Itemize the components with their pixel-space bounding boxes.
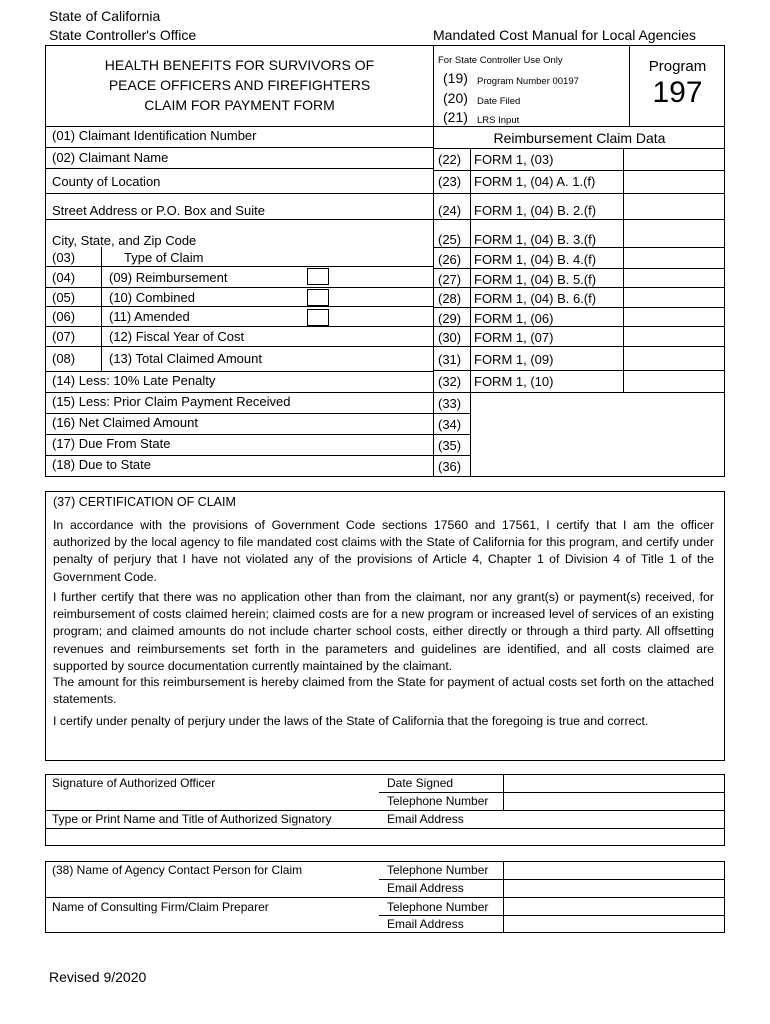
date-signed-label: Date Signed <box>387 776 454 790</box>
reimb-row-num: (29) <box>438 311 462 326</box>
claim-row-num: (05) <box>52 290 76 305</box>
claimant-id-label: (01) Claimant Identification Number <box>52 128 257 143</box>
reimb-row-num: (26) <box>438 252 462 267</box>
combined-label: (10) Combined <box>109 290 195 305</box>
reimbursement-label: (09) Reimbursement <box>109 270 228 285</box>
reimb-row-num: (35) <box>438 438 462 453</box>
claim-row-num: (07) <box>52 329 76 344</box>
claim-row-num: (04) <box>52 270 76 285</box>
combined-checkbox[interactable] <box>307 289 329 306</box>
contact-telephone-label: Telephone Number <box>387 863 489 877</box>
signatory-telephone-label: Telephone Number <box>387 794 489 808</box>
claim-row-num: (06) <box>52 309 76 324</box>
reimb-row-num: (32) <box>438 374 462 389</box>
sco-use-only-label: For State Controller Use Only <box>438 55 563 66</box>
county-label: County of Location <box>52 174 161 189</box>
reimb-row-num: (25) <box>438 232 462 247</box>
reimb-row-num: (31) <box>438 352 462 367</box>
reimb-row-num: (34) <box>438 417 462 432</box>
reimbursement-data-title: Reimbursement Claim Data <box>493 130 666 146</box>
agency-contact-label: (38) Name of Agency Contact Person for Claim <box>52 863 303 877</box>
program-number: 197 <box>652 76 703 109</box>
certification-paragraph-4: I certify under penalty of perjury under the laws of the State of California that the foregoing is true and correct. <box>53 714 649 728</box>
consultant-email-label: Email Address <box>387 917 464 931</box>
reimb-row-num: (33) <box>438 396 462 411</box>
reimb-row-label: FORM 1, (04) B. 6.(f) <box>474 291 597 306</box>
amended-checkbox[interactable] <box>307 309 329 326</box>
certification-title: (37) CERTIFICATION OF CLAIM <box>53 495 236 509</box>
consulting-firm-label: Name of Consulting Firm/Claim Preparer <box>52 900 269 914</box>
late-penalty-label: (14) Less: 10% Late Penalty <box>52 373 216 388</box>
state-name: State of California <box>49 8 161 24</box>
signatory-telephone-field[interactable] <box>507 794 721 808</box>
net-claimed-label: (16) Net Claimed Amount <box>52 415 198 430</box>
date-signed-field[interactable] <box>507 776 721 790</box>
reimb-row-num: (28) <box>438 291 462 306</box>
reimb-row-num: (24) <box>438 203 462 218</box>
program-label: Program <box>648 58 707 75</box>
reimb-row-num: (27) <box>438 272 462 287</box>
reimb-row-label: FORM 1, (06) <box>474 311 554 326</box>
consultant-telephone-label: Telephone Number <box>387 900 489 914</box>
revision-date: Revised 9/2020 <box>49 969 147 985</box>
prior-payment-label: (15) Less: Prior Claim Payment Received <box>52 394 291 409</box>
certification-paragraph-3: The amount for this reimbursement is hereby claimed from the State for payment of actual costs set forth on the attached statements. <box>53 675 714 707</box>
form-title-line-2: PEACE OFFICERS AND FIREFIGHTERS <box>108 77 371 93</box>
reimb-row-label: FORM 1, (03) <box>474 152 554 167</box>
type-of-claim-label: Type of Claim <box>124 250 204 265</box>
fiscal-year-label: (12) Fiscal Year of Cost <box>109 329 245 344</box>
reimb-row-label: FORM 1, (07) <box>474 330 554 345</box>
due-from-state-label: (17) Due From State <box>52 436 171 451</box>
reimb-row-num: (22) <box>438 152 462 167</box>
reimb-row-label: FORM 1, (10) <box>474 374 554 389</box>
sco-lrs-input: LRS Input <box>477 115 520 126</box>
signature-officer-label: Signature of Authorized Officer <box>52 776 216 790</box>
certification-paragraph-2: I further certify that there was no application other than from the claimant, nor any grant(s) or payment(s) received, for reimbursement of costs claimed herein; claimed costs are for a new program or increased level of services of an existing program; and claimed amounts do not include charter school costs, either directly or through a third party. All offsetting revenues and reimbursements set forth in the parameters and guidelines are identified, and all costs claimed are supported by source documentation currently maintained by the claimant. <box>53 590 714 673</box>
reimb-row-label: FORM 1, (04) B. 3.(f) <box>474 232 597 247</box>
total-claimed-label: (13) Total Claimed Amount <box>109 351 262 366</box>
claim-row-num: (08) <box>52 351 76 366</box>
sco-field-20-num: (20) <box>443 90 468 106</box>
sco-field-21-num: (21) <box>443 109 468 125</box>
sco-date-filed: Date Filed <box>477 96 521 107</box>
certification-paragraph-1: In accordance with the provisions of Government Code sections 17560 and 17561, I certify that I am the officer authorized by the local agency to file mandated cost claims with the State of California for this program, and certify under penalty of perjury that I have not violated any of the provisions of Article 4, Chapter 1 of Division 4 of Title 1 of the Government Code. <box>53 518 714 584</box>
signatory-name-title-label: Type or Print Name and Title of Authorized Signatory <box>52 812 332 826</box>
reimb-row-label: FORM 1, (04) B. 2.(f) <box>474 203 597 218</box>
reimb-row-label: FORM 1, (04) A. 1.(f) <box>474 174 596 189</box>
form-title-line-3: CLAIM FOR PAYMENT FORM <box>144 97 335 113</box>
signatory-name-field[interactable] <box>50 830 720 844</box>
office-name: State Controller's Office <box>49 27 197 43</box>
contact-email-label: Email Address <box>387 881 464 895</box>
claim-row-num: (03) <box>52 250 76 265</box>
reimbursement-checkbox[interactable] <box>307 268 329 285</box>
manual-title: Mandated Cost Manual for Local Agencies <box>433 27 697 43</box>
sco-field-19-num: (19) <box>443 70 468 86</box>
reimb-row-num: (36) <box>438 459 462 474</box>
reimb-row-num: (23) <box>438 174 462 189</box>
reimb-row-label: FORM 1, (04) B. 5.(f) <box>474 272 597 287</box>
sco-program-number: Program Number 00197 <box>477 76 579 87</box>
claimant-name-label: (02) Claimant Name <box>52 150 169 165</box>
city-label: City, State, and Zip Code <box>52 233 197 248</box>
reimb-row-label: FORM 1, (09) <box>474 352 554 367</box>
amended-label: (11) Amended <box>109 309 190 324</box>
reimb-row-num: (30) <box>438 330 462 345</box>
street-label: Street Address or P.O. Box and Suite <box>52 203 265 218</box>
signatory-email-label: Email Address <box>387 812 464 826</box>
due-to-state-label: (18) Due to State <box>52 457 151 472</box>
reimb-row-label: FORM 1, (04) B. 4.(f) <box>474 252 597 267</box>
form-title-line-1: HEALTH BENEFITS FOR SURVIVORS OF <box>104 57 375 73</box>
